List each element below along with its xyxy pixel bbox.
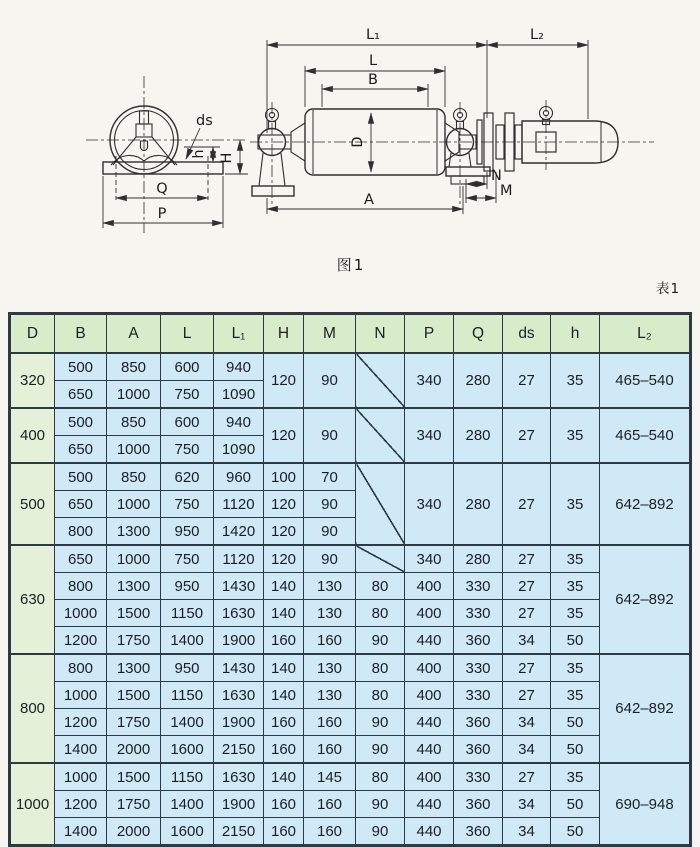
table-cell: 600	[161, 353, 214, 381]
cell-diameter: 800	[10, 654, 55, 763]
side-view-dimensions	[267, 40, 588, 214]
table-cell: 1500	[107, 763, 161, 791]
col-header-n: N	[356, 314, 405, 354]
table-cell: 1000	[55, 600, 107, 627]
table-row	[10, 818, 691, 846]
table-row	[10, 463, 691, 491]
table-cell: 400	[405, 682, 454, 709]
table-cell: 650	[55, 381, 107, 409]
header-row	[10, 314, 691, 354]
table-row	[10, 682, 691, 709]
table-cell: 440	[405, 627, 454, 655]
table-cell: 500	[55, 353, 107, 381]
dim-label-L1: L₁	[366, 27, 380, 43]
table-cell: 35	[551, 600, 600, 627]
table-cell: 940	[214, 353, 264, 381]
table-cell: 400	[405, 573, 454, 600]
table-cell: 80	[356, 682, 405, 709]
table-cell: 280	[454, 353, 503, 408]
table-cell: 35	[551, 654, 600, 682]
table-cell: 360	[454, 627, 503, 655]
table-cell: 145	[304, 763, 356, 791]
side-view	[250, 100, 654, 205]
table-cell: 80	[356, 763, 405, 791]
table-cell: 90	[356, 791, 405, 818]
table-cell: 1150	[161, 600, 214, 627]
cell-empty-slash	[356, 408, 405, 463]
table-cell: 600	[161, 408, 214, 436]
dim-label-Q: Q	[156, 181, 168, 197]
table-cell: 340	[405, 353, 454, 408]
table-cell: 750	[161, 491, 214, 518]
table-cell: 500	[55, 463, 107, 491]
table-cell: 1000	[107, 436, 161, 464]
col-header-l: L₂	[600, 314, 691, 354]
table-cell: 1000	[55, 763, 107, 791]
table-cell: 27	[503, 763, 551, 791]
cell-diameter: 320	[10, 353, 55, 408]
table-cell: 1420	[214, 518, 264, 546]
cell-l2-range: 465–540	[600, 408, 691, 463]
table-cell: 1750	[107, 627, 161, 655]
table-cell: 1900	[214, 791, 264, 818]
table-row	[10, 736, 691, 764]
table-cell: 330	[454, 600, 503, 627]
table-cell: 650	[55, 491, 107, 518]
table-cell: 1200	[55, 627, 107, 655]
table-cell: 750	[161, 381, 214, 409]
table-cell: 90	[304, 545, 356, 573]
table-cell: 1900	[214, 627, 264, 655]
table-cell: 1300	[107, 573, 161, 600]
cell-l2-range: 642–892	[600, 545, 691, 654]
dim-label-H: H	[219, 152, 235, 164]
table-cell: 750	[161, 545, 214, 573]
table-cell: 1000	[107, 491, 161, 518]
table-cell: 160	[264, 709, 304, 736]
table-cell: 650	[55, 436, 107, 464]
table-cell: 330	[454, 654, 503, 682]
table-row	[10, 545, 691, 573]
table-cell: 330	[454, 682, 503, 709]
table-cell: 35	[551, 763, 600, 791]
table-cell: 750	[161, 436, 214, 464]
cell-diameter: 500	[10, 463, 55, 545]
table-cell: 1000	[107, 545, 161, 573]
table-cell: 90	[356, 709, 405, 736]
dim-label-P: P	[157, 206, 167, 222]
table-cell: 800	[55, 518, 107, 546]
table-cell: 90	[304, 408, 356, 463]
table-row	[10, 654, 691, 682]
table-cell: 1500	[107, 600, 161, 627]
table-cell: 850	[107, 353, 161, 381]
col-header-q: Q	[454, 314, 503, 354]
table-row	[10, 763, 691, 791]
col-header-h: H	[264, 314, 304, 354]
cell-empty-slash	[356, 545, 405, 573]
table-cell: 35	[551, 682, 600, 709]
table-cell: 140	[264, 573, 304, 600]
table-cell: 130	[304, 654, 356, 682]
table-cell: 440	[405, 709, 454, 736]
table-cell: 80	[356, 573, 405, 600]
table-cell: 27	[503, 408, 551, 463]
table-cell: 1400	[55, 736, 107, 764]
table-cell: 34	[503, 736, 551, 764]
table-cell: 1900	[214, 709, 264, 736]
table-row	[10, 408, 691, 436]
table-cell: 140	[264, 654, 304, 682]
table-cell: 1430	[214, 573, 264, 600]
table-cell: 1750	[107, 709, 161, 736]
table-cell: 27	[503, 600, 551, 627]
cell-l2-range: 690–948	[600, 763, 691, 846]
table-cell: 90	[304, 491, 356, 518]
table-cell: 50	[551, 818, 600, 846]
table-cell: 2150	[214, 818, 264, 846]
table-cell: 120	[264, 545, 304, 573]
dim-label-L: L	[368, 53, 378, 69]
figure-drawing	[0, 0, 700, 310]
table-cell: 35	[551, 408, 600, 463]
table-cell: 1000	[107, 381, 161, 409]
table-cell: 50	[551, 791, 600, 818]
table-cell: 1630	[214, 763, 264, 791]
table-cell: 160	[264, 818, 304, 846]
table-cell: 160	[304, 709, 356, 736]
table-cell: 440	[405, 818, 454, 846]
table-row	[10, 573, 691, 600]
table-cell: 140	[264, 763, 304, 791]
table-cell: 120	[264, 353, 304, 408]
table-cell: 140	[264, 682, 304, 709]
table-cell: 140	[264, 600, 304, 627]
table-cell: 400	[405, 654, 454, 682]
cell-l2-range: 642–892	[600, 463, 691, 545]
table-cell: 1750	[107, 791, 161, 818]
table-cell: 500	[55, 408, 107, 436]
table-cell: 800	[55, 654, 107, 682]
dim-label-ds: ds	[196, 113, 213, 129]
table-cell: 160	[304, 627, 356, 655]
table-cell: 800	[55, 573, 107, 600]
table-cell: 35	[551, 463, 600, 545]
col-header-b: B	[55, 314, 107, 354]
table-cell: 950	[161, 518, 214, 546]
table-cell: 280	[454, 408, 503, 463]
figure-area	[0, 0, 700, 310]
table-cell: 2150	[214, 736, 264, 764]
table-cell: 160	[304, 791, 356, 818]
dimension-table	[8, 312, 692, 847]
table-cell: 27	[503, 654, 551, 682]
table-cell: 160	[304, 736, 356, 764]
table-cell: 1300	[107, 654, 161, 682]
table-cell: 27	[503, 353, 551, 408]
cell-empty-slash	[356, 353, 405, 408]
cell-l2-range: 642–892	[600, 654, 691, 763]
table-cell: 400	[405, 763, 454, 791]
table-cell: 50	[551, 709, 600, 736]
table-cell: 1500	[107, 682, 161, 709]
table-cell: 130	[304, 682, 356, 709]
col-header-p: P	[405, 314, 454, 354]
dim-label-h: h	[191, 149, 207, 159]
table-cell: 1600	[161, 818, 214, 846]
table-cell: 360	[454, 736, 503, 764]
dim-label-N: N	[491, 168, 502, 184]
table-cell: 950	[161, 573, 214, 600]
table-cell: 34	[503, 627, 551, 655]
table-cell: 850	[107, 463, 161, 491]
table-cell: 160	[264, 736, 304, 764]
table-cell: 1150	[161, 682, 214, 709]
table-cell: 330	[454, 573, 503, 600]
table-cell: 1400	[161, 627, 214, 655]
table-cell: 2000	[107, 736, 161, 764]
table-cell: 280	[454, 545, 503, 573]
table-cell: 1090	[214, 381, 264, 409]
table-cell: 400	[405, 600, 454, 627]
table-cell: 650	[55, 545, 107, 573]
table-cell: 330	[454, 763, 503, 791]
table-cell: 950	[161, 654, 214, 682]
col-header-a: A	[107, 314, 161, 354]
table-cell: 50	[551, 627, 600, 655]
table-cell: 620	[161, 463, 214, 491]
table-cell: 90	[356, 736, 405, 764]
table-cell: 90	[356, 818, 405, 846]
table-row	[10, 791, 691, 818]
table-row	[10, 709, 691, 736]
table-cell: 1400	[55, 818, 107, 846]
col-header-ds: ds	[503, 314, 551, 354]
table-cell: 2000	[107, 818, 161, 846]
table-cell: 160	[304, 818, 356, 846]
table-cell: 35	[551, 573, 600, 600]
dim-label-D: D	[350, 136, 366, 148]
table-cell: 340	[405, 545, 454, 573]
table-cell: 1630	[214, 682, 264, 709]
table-cell: 360	[454, 818, 503, 846]
table-row	[10, 600, 691, 627]
table-cell: 50	[551, 736, 600, 764]
table-cell: 1400	[161, 791, 214, 818]
table-cell: 1400	[161, 709, 214, 736]
table-cell: 120	[264, 408, 304, 463]
table-cell: 1300	[107, 518, 161, 546]
table-cell: 1120	[214, 545, 264, 573]
dim-label-L2: L₂	[530, 27, 544, 43]
table-cell: 280	[454, 463, 503, 545]
dim-label-M: M	[500, 183, 513, 199]
table-cell: 70	[304, 463, 356, 491]
cell-diameter: 1000	[10, 763, 55, 846]
table-cell: 34	[503, 791, 551, 818]
table-cell: 80	[356, 654, 405, 682]
table-cell: 34	[503, 709, 551, 736]
table-cell: 130	[304, 600, 356, 627]
table-cell: 130	[304, 573, 356, 600]
table-cell: 1120	[214, 491, 264, 518]
table-cell: 35	[551, 545, 600, 573]
table-cell: 120	[264, 518, 304, 546]
table-caption: 表1	[655, 281, 681, 297]
table-cell: 360	[454, 791, 503, 818]
col-header-m: M	[304, 314, 356, 354]
front-view-dimensions	[103, 128, 248, 228]
table-cell: 27	[503, 463, 551, 545]
table-cell: 27	[503, 682, 551, 709]
table-cell: 940	[214, 408, 264, 436]
table-cell: 850	[107, 408, 161, 436]
table-cell: 440	[405, 736, 454, 764]
table-cell: 1200	[55, 791, 107, 818]
table-cell: 120	[264, 491, 304, 518]
table-cell: 1630	[214, 600, 264, 627]
figure-caption: 图1	[336, 256, 366, 274]
table-cell: 1430	[214, 654, 264, 682]
table-cell: 90	[304, 518, 356, 546]
table-cell: 1000	[55, 682, 107, 709]
cell-l2-range: 465–540	[600, 353, 691, 408]
table-cell: 80	[356, 600, 405, 627]
table-cell: 960	[214, 463, 264, 491]
cell-empty-slash	[356, 463, 405, 545]
table-cell: 100	[264, 463, 304, 491]
table-cell: 27	[503, 573, 551, 600]
table-cell: 34	[503, 818, 551, 846]
table-cell: 160	[264, 791, 304, 818]
table-cell: 440	[405, 791, 454, 818]
table-cell: 90	[356, 627, 405, 655]
cell-diameter: 630	[10, 545, 55, 654]
table-cell: 340	[405, 463, 454, 545]
cell-diameter: 400	[10, 408, 55, 463]
table-cell: 1090	[214, 436, 264, 464]
table-cell: 1600	[161, 736, 214, 764]
col-header-h: h	[551, 314, 600, 354]
table-cell: 27	[503, 545, 551, 573]
table-cell: 1150	[161, 763, 214, 791]
table-cell: 35	[551, 353, 600, 408]
table-cell: 160	[264, 627, 304, 655]
dim-label-A: A	[364, 192, 374, 208]
table-cell: 90	[304, 353, 356, 408]
table-cell: 340	[405, 408, 454, 463]
table-row	[10, 353, 691, 381]
col-header-l: L₁	[214, 314, 264, 354]
dim-label-B: B	[368, 72, 378, 88]
col-header-d: D	[10, 314, 55, 354]
table-cell: 1200	[55, 709, 107, 736]
table-cell: 360	[454, 709, 503, 736]
table-row	[10, 627, 691, 655]
col-header-l: L	[161, 314, 214, 354]
